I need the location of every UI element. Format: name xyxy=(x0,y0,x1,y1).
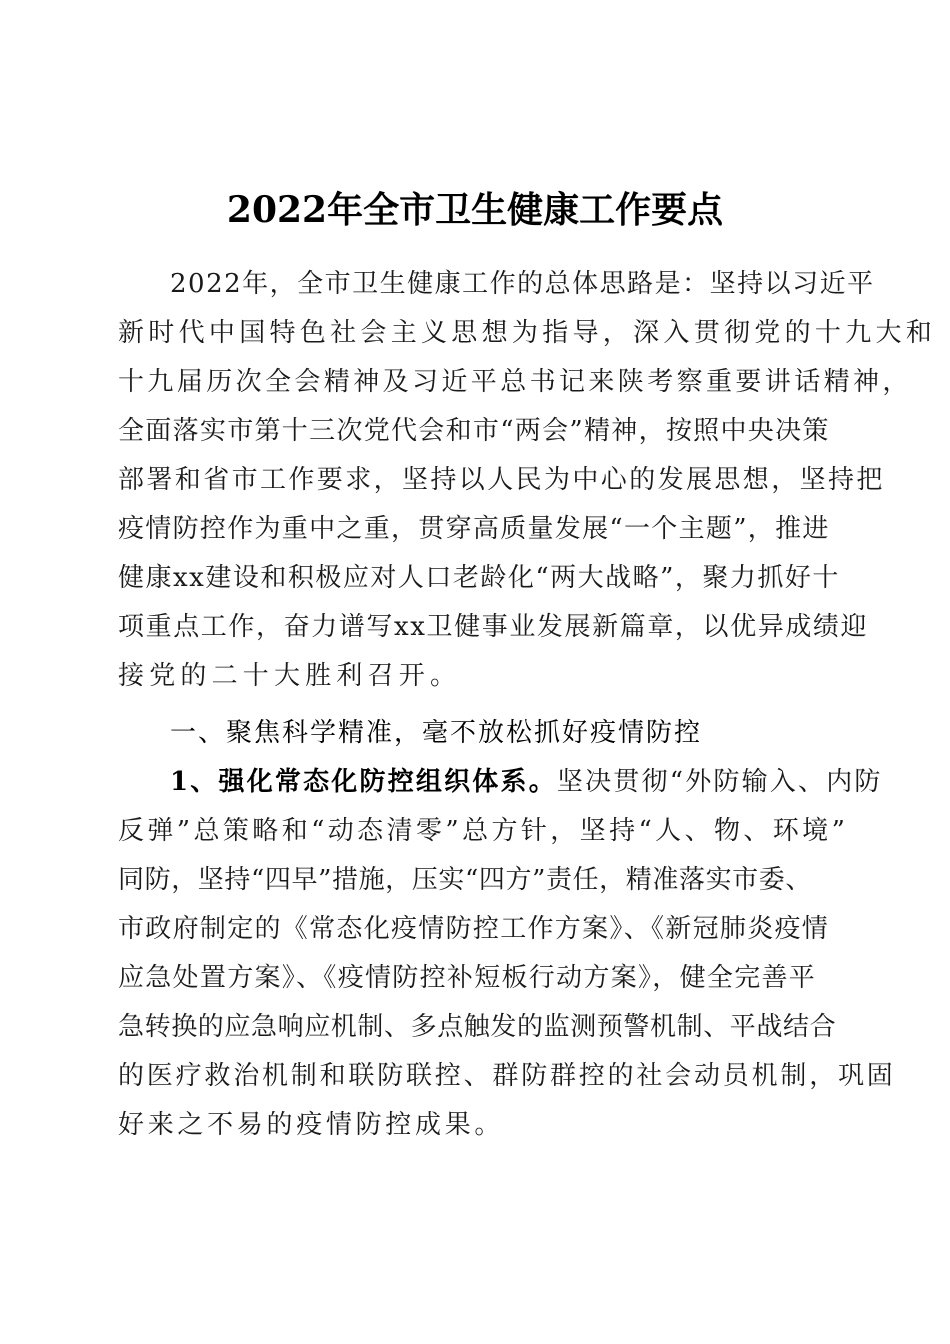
paragraph-line: 项重点工作，奋力谱写xx卫健事业发展新篇章，以优异成绩迎 xyxy=(118,612,869,642)
paragraph-line: 急转换的应急响应机制、多点触发的监测预警机制、平战结合 xyxy=(118,1012,837,1042)
paragraph-line: 健康xx建设和积极应对人口老龄化“两大战略”，聚力抓好十 xyxy=(118,563,840,593)
paragraph-line: 新时代中国特色社会主义思想为指导，深入贯彻党的十九大和 xyxy=(118,318,937,348)
item-first-line xyxy=(170,762,883,802)
paragraph-line: 的医疗救治机制和联防联控、群防群控的社会动员机制，巩固 xyxy=(118,1061,896,1091)
paragraph-line: 好来之不易的疫情防控成果。 xyxy=(118,1110,505,1140)
paragraph-line: 同防，坚持“四早”措施，压实“四方”责任，精准落实市委、 xyxy=(118,865,812,895)
document-title: 2022年全市卫生健康工作要点 xyxy=(226,189,724,231)
paragraph-line: 市政府制定的《常态化疫情防控工作方案》、《新冠肺炎疫情 xyxy=(118,914,830,944)
paragraph-line: 部署和省市工作要求，坚持以人民为中心的发展思想，坚持把 xyxy=(118,465,885,495)
section-heading: 一、聚焦科学精准，毫不放松抓好疫情防控 xyxy=(170,718,703,748)
paragraph-line: 疫情防控作为重中之重，贯穿高质量发展“一个主题”，推进 xyxy=(118,514,830,544)
item-lead: 1、强化常态化防控组织体系。 xyxy=(170,767,557,797)
item-first-line-text: 坚决贯彻“外防输入、内防 xyxy=(556,767,883,797)
paragraph-line: 2022年，全市卫生健康工作的总体思路是：坚持以习近平 xyxy=(170,269,875,299)
paragraph-line: 全面落实市第十三次党代会和市“两会”精神，按照中央决策 xyxy=(118,416,830,446)
paragraph-line: 应急处置方案》、《疫情防控补短板行动方案》，健全完善平 xyxy=(118,963,817,993)
paragraph-line: 接党的二十大胜利召开。 xyxy=(118,661,462,691)
paragraph-line: 反弹”总策略和“动态清零”总方针，坚持“人、物、环境” xyxy=(118,816,849,846)
paragraph-line: 十九届历次全会精神及习近平总书记来陕考察重要讲话精神， xyxy=(118,367,912,397)
